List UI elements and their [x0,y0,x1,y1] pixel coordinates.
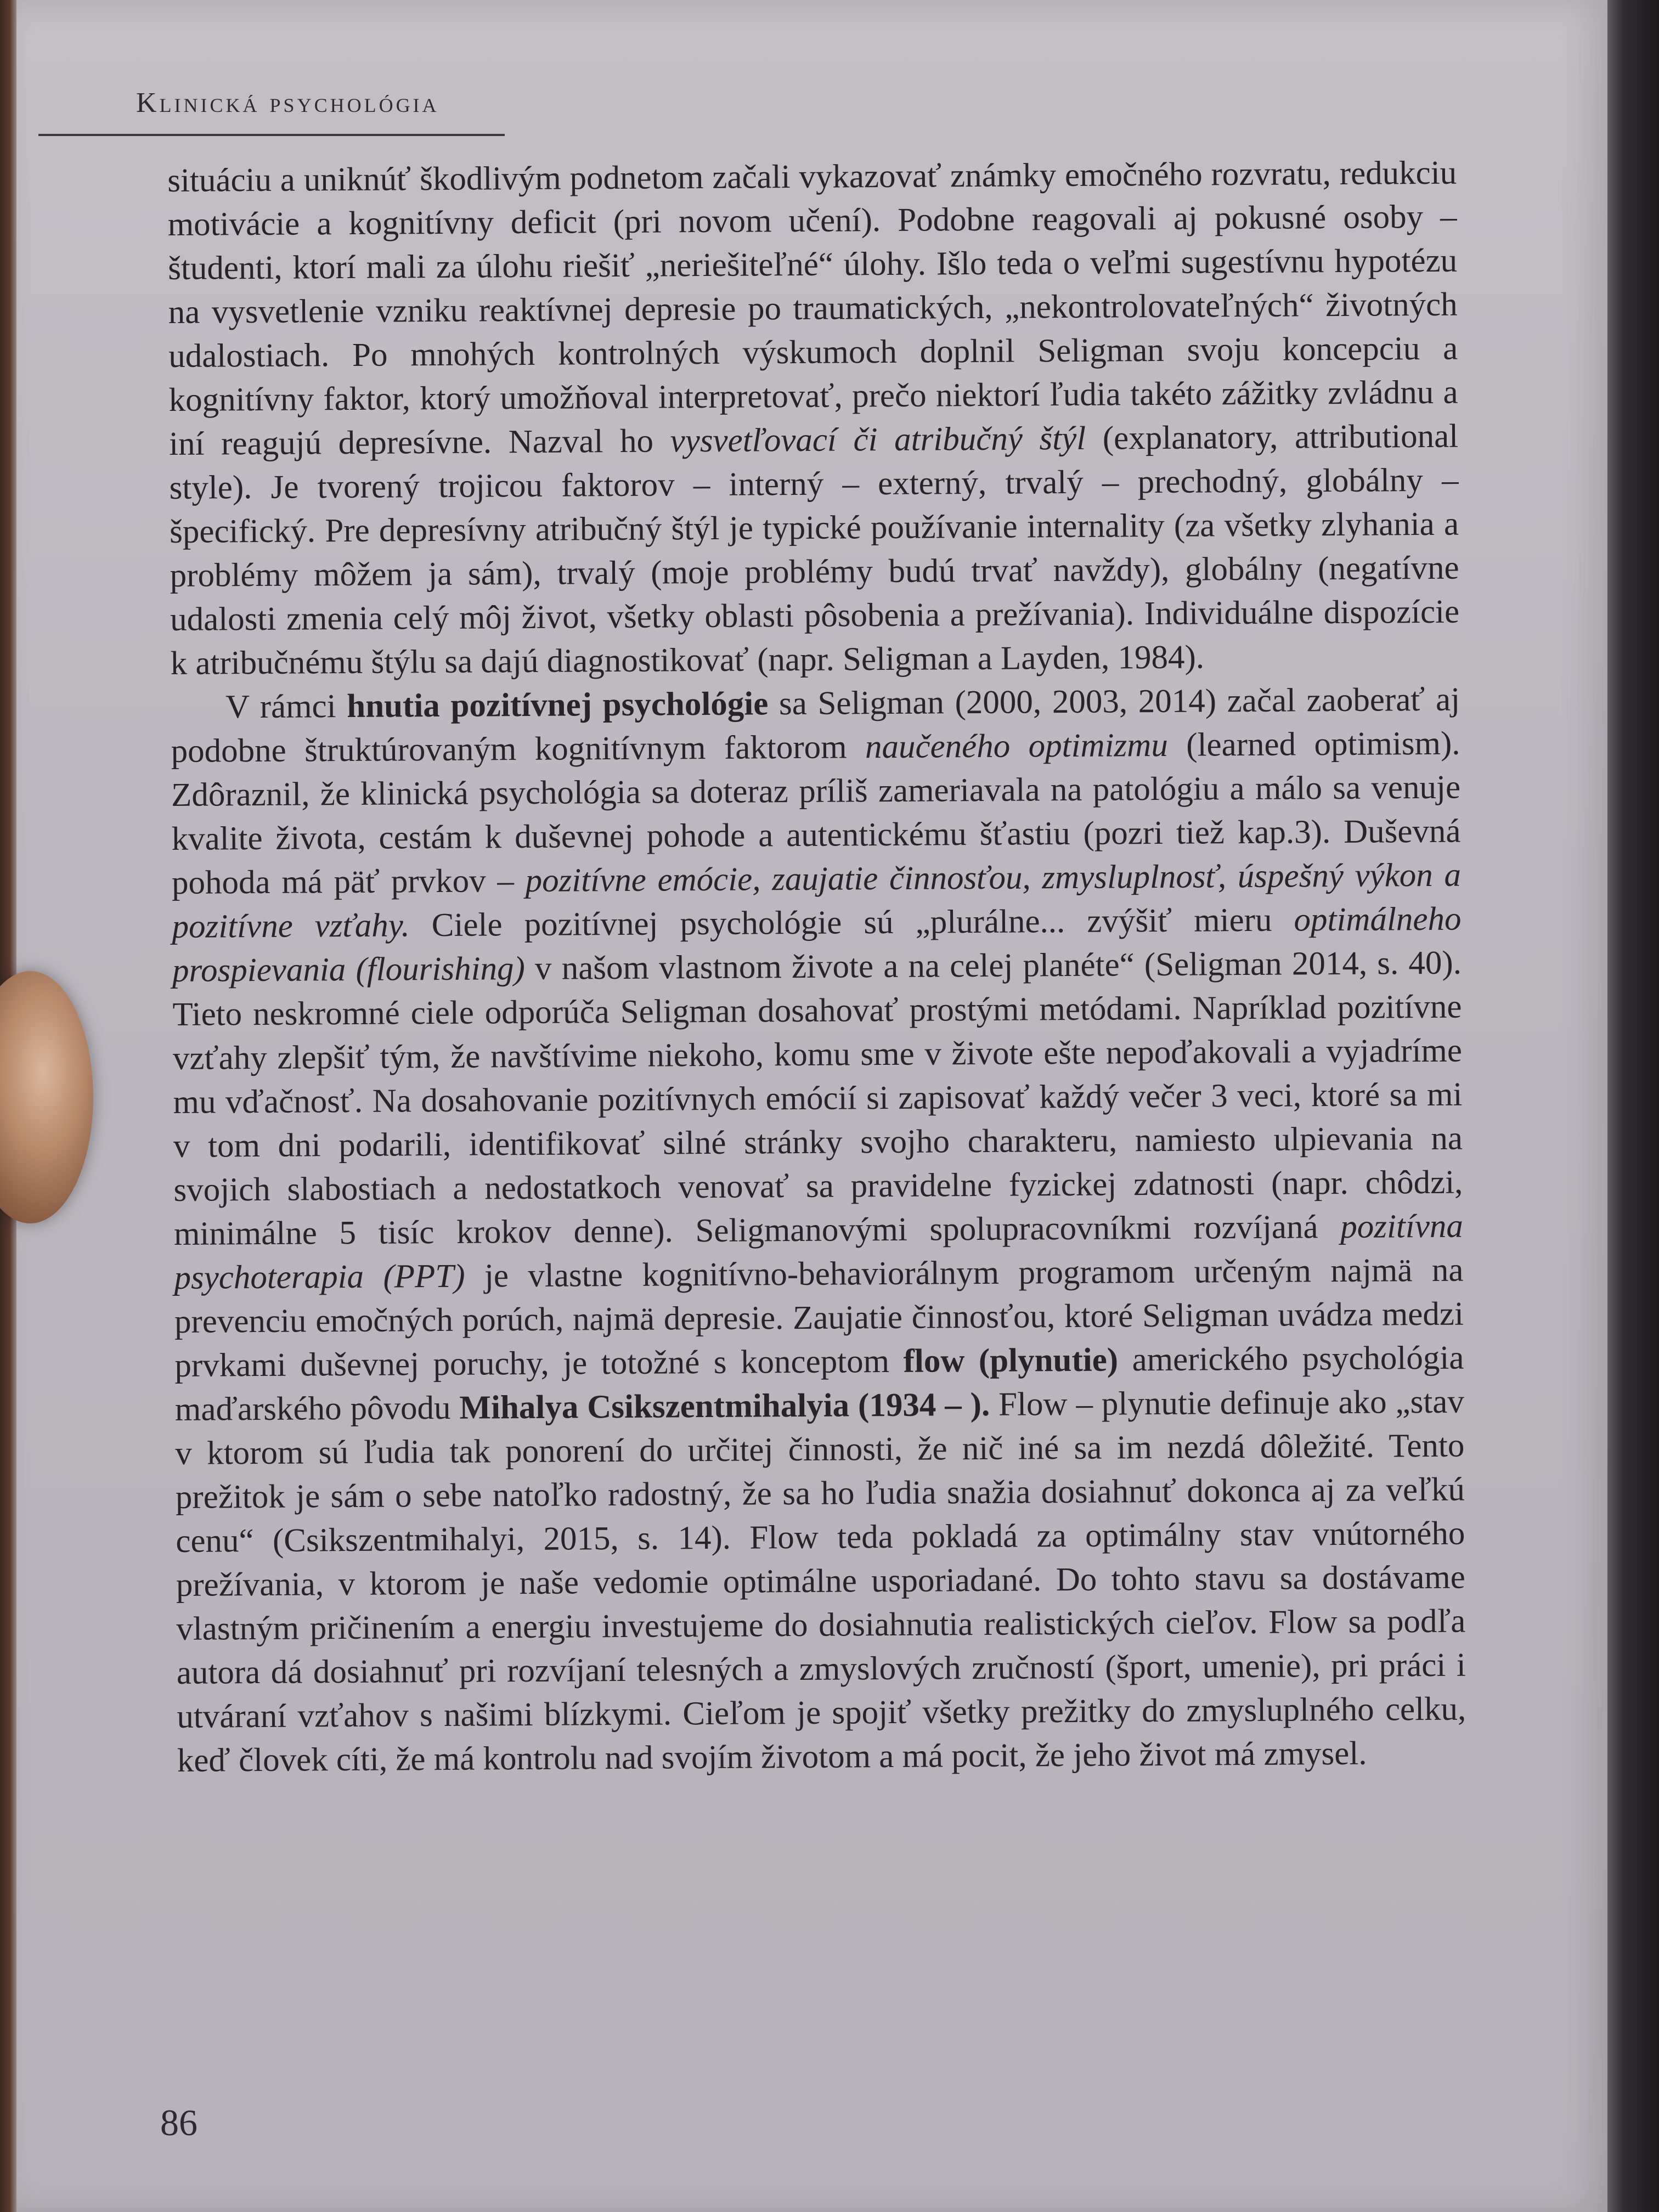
term-learned-optimism: naučeného optimizmu [865,726,1169,766]
paragraph-1 [167,151,1460,686]
paragraph-2-text-5: v našom vlastnom živote a na celej planéte“ (Seligman 2014, s. 40). Tieto neskromné ciele odporúča Seligman dosahovať prostými metódami. Napríklad pozitívne vzťahy zlepšiť tým, že navštívime niekoho, komu sme v živote ešte nepoďakovali a vyjadríme mu vďačnosť. Na dosahovanie pozitívnych emócií si zapisovať každý večer 3 veci, ktoré sa mi v tom dni podarili, identifikovať silné stránky svojho charakteru, namiesto ulpievania na svojich slabostiach a nedostatkoch venovať sa pravidelne fyzickej zdatnosti (napr. chôdzi, minimálne 5 tisíc krokov denne). Seligmanovými spolupracovníkmi rozvíjaná [172,944,1463,1252]
author-name: Mihalya Csikszentmihalyia (1934 – ). [459,1386,990,1426]
paragraph-2-text-3: (learned optimism). Zdôraznil, že klinická psychológia sa doteraz príliš zameriavala na patológiu a málo sa venuje kvalite života, cestám k duševnej pohode a autentickému šťastiu (pozri tiež kap.3). Duševná pohoda má päť prvkov – [171,725,1461,901]
running-head: Klinická psychológia [136,87,439,119]
paragraph-2-text-6: je vlastne kognitívno-behaviorálnym programom určeným najmä na prevenciu emočných porúch, najmä depresie. Zaujatie činnosťou, ktoré Seligman uvádza medzi prvkami duševnej poruchy, je totožné s konceptom [174,1251,1464,1384]
term-wellbeing-elements: pozitívne emócie, zaujatie činnosťou, zmysluplnosť, úspešný výkon a pozitívne vzťahy. [172,856,1462,945]
term-positive-psychology: hnutia pozitívnej psychológie [347,685,769,725]
paragraph-2-text-8: Flow – plynutie definuje ako „stav v ktorom sú ľudia tak ponorení do určitej činnosti, že nič iné sa im nezdá dôležité. Tento prežitok je sám o sebe natoľko radostný, že sa ho ľudia snažia dosiahnuť dokonca aj za veľkú cenu“ (Csikszentmihalyi, 2015, s. 14). Flow teda pokladá za optimálny stav vnútorného prežívania, v ktorom je naše vedomie optimálne usporiadané. Do tohto stavu sa dostávame vlastným pričinením a energiu investujeme do dosiahnutia realistických cieľov. Flow sa podľa autora dá dosiahnuť pri rozvíjaní telesných a zmyslových zručností (šport, umenie), pri práci i utváraní vzťahov s našimi blízkymi. Cieľom je spojiť všetky prežitky do zmysluplného celku, keď človek cíti, že má kontrolu nad svojím životom a má pocit, že jeho život má zmysel. [175,1383,1466,1779]
paragraph-1-text-1: situáciu a uniknúť škodlivým podnetom začali vykazovať známky emočného rozvratu, redukciu motivácie a kognitívny deficit (pri novom učení). Podobne reagovali aj pokusné osoby – študenti, ktorí mali za úlohu riešiť „neriešiteľné“ úlohy. Išlo teda o veľmi sugestívnu hypotézu na vysvetlenie vzniku reaktívnej depresie po traumatických, „nekontrolovateľných“ životných udalostiach. Po mnohých kontrolných výskumoch doplnil Seligman svoju koncepciu a kognitívny faktor, ktorý umožňoval interpretovať, prečo niektorí ľudia takéto zážitky zvládnu a iní reagujú depresívne. Nazval ho [167,154,1458,462]
header-rule [38,134,505,136]
paragraph-2-text-7: amerického psychológia maďarského pôvodu [174,1339,1464,1428]
book-page [16,0,1607,2212]
paragraph-1-text-2: (explanatory, attributional style). Je tvorený trojicou faktorov – interný – externý, trvalý – prechodný, globálny – špecifický. Pre depresívny atribučný štýl je typické používanie internality (za všetky zlyhania a problémy môžem ja sám), trvalý (moje problémy budú trvať navždy), globálny (negatívne udalosti zmenia celý môj život, všetky oblasti pôsobenia a prežívania). Individuálne dispozície k atribučnému štýlu sa dajú diagnostikovať (napr. Seligman a Layden, 1984). [169,417,1460,682]
body-text [167,151,1466,1783]
paragraph-2-text-1: V rámci [225,688,347,726]
term-ppt: pozitívna psychoterapia (PPT) [174,1207,1464,1296]
paragraph-2-text-4: Ciele pozitívnej psychológie sú „plurálne... zvýšiť mieru [409,901,1294,944]
term-flow: flow (plynutie) [903,1341,1119,1380]
term-attributional-style: vysvetľovací či atribučný štýl [670,420,1086,460]
paragraph-2 [171,678,1466,1783]
page-number: 86 [160,2102,198,2143]
paragraph-2-text-2: sa Seligman (2000, 2003, 2014) začal zaoberať aj podobne štruktúrovaným kognitívnym faktorom [171,681,1460,770]
term-flourishing: optimálneho prospievania (flourishing) [172,900,1462,989]
